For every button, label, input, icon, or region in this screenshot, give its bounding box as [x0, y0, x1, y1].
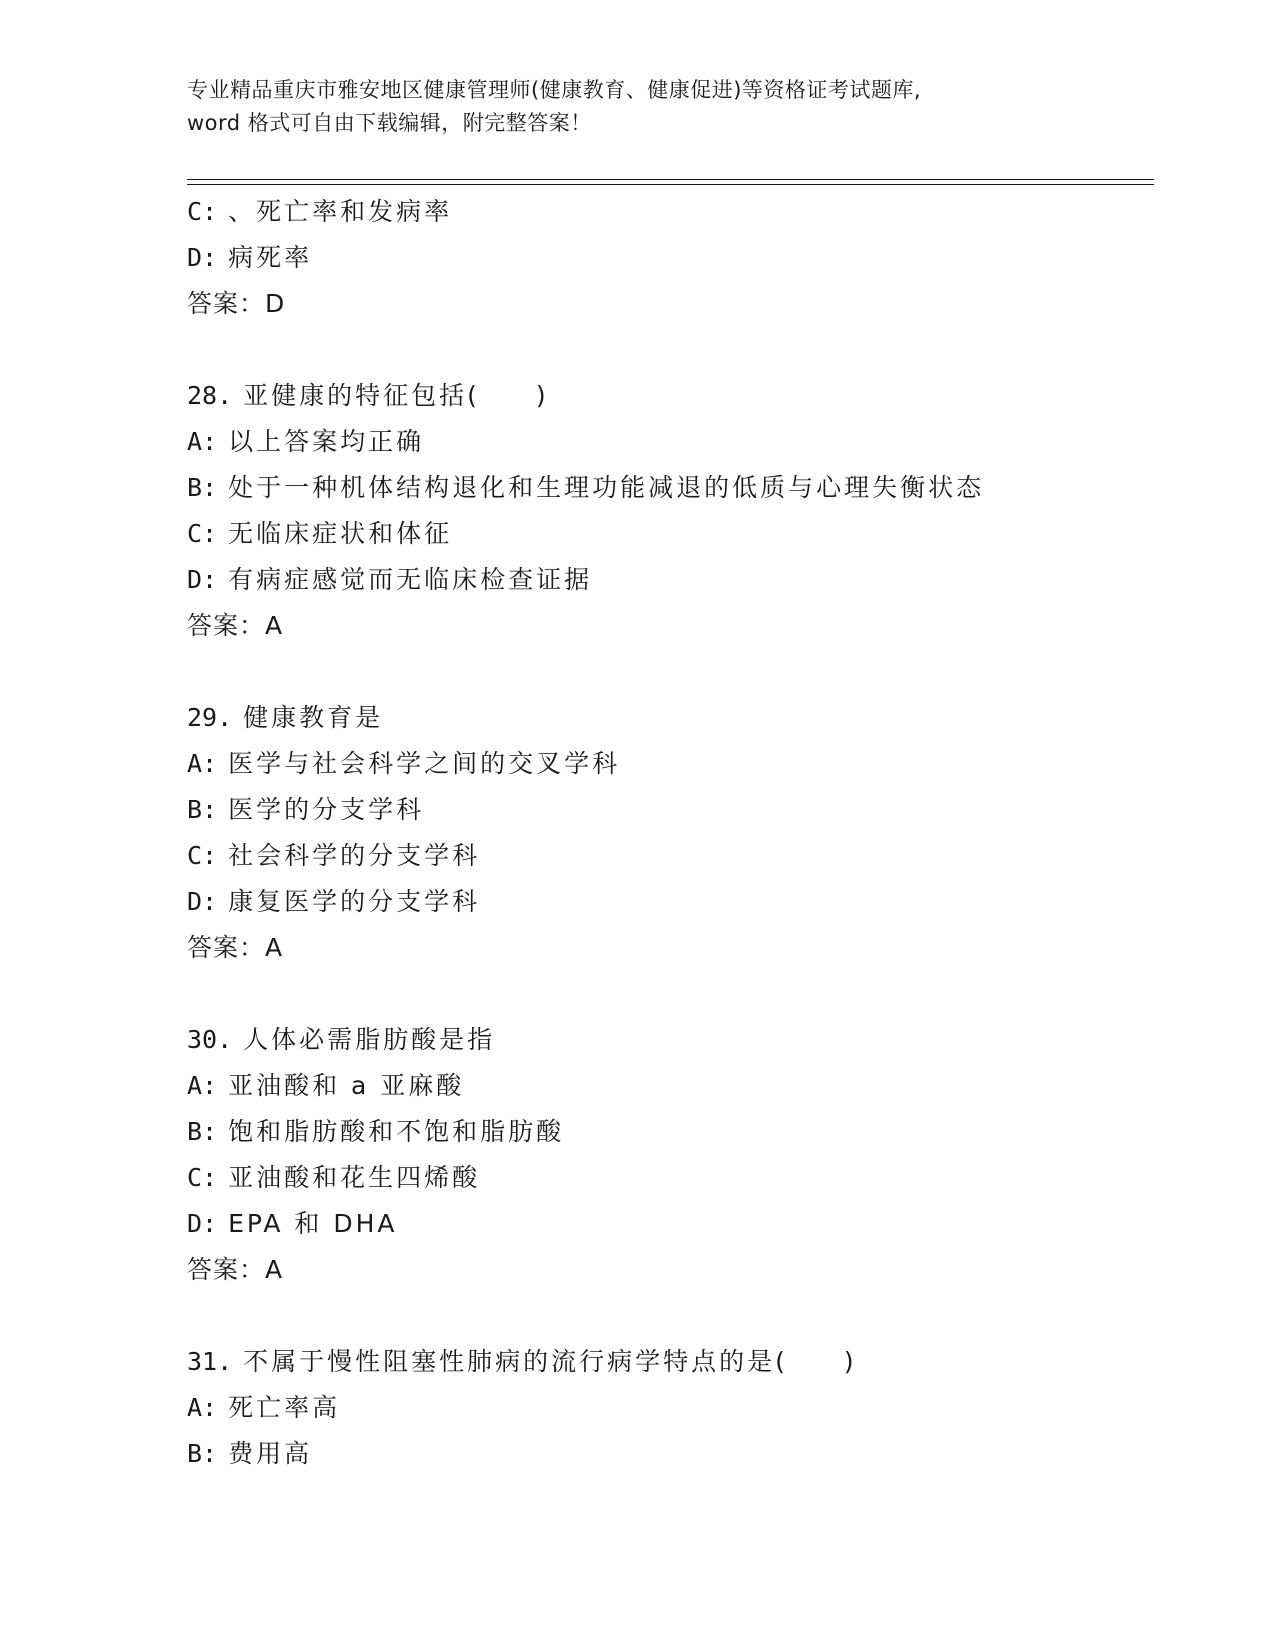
answer-line: 答案：A	[187, 933, 284, 962]
question-stem	[187, 695, 1167, 741]
option-key: C:	[187, 519, 218, 548]
spacer	[187, 327, 1167, 373]
spacer	[187, 1293, 1167, 1339]
option-key: C:	[187, 1163, 218, 1192]
question-number: 30.	[187, 1025, 233, 1054]
question-text: 不属于慢性阻塞性肺病的流行病学特点的是( )	[243, 1347, 857, 1376]
question-stem	[187, 1017, 1167, 1063]
header-rule-bottom	[187, 184, 1154, 185]
option-row	[187, 787, 1167, 833]
header-rule-top	[187, 179, 1154, 180]
option-row	[187, 419, 1167, 465]
option-row	[187, 511, 1167, 557]
option-key: A:	[187, 427, 218, 456]
question-number: 29.	[187, 703, 233, 732]
question-block-29	[187, 695, 1167, 971]
option-text: 亚油酸和 a 亚麻酸	[228, 1071, 465, 1100]
option-key: D:	[187, 887, 218, 916]
answer-line: 答案：A	[187, 1255, 284, 1284]
option-text: 、死亡率和发病率	[228, 197, 453, 226]
option-row	[187, 1109, 1167, 1155]
question-text: 人体必需脂肪酸是指	[243, 1025, 496, 1054]
option-key: B:	[187, 1439, 218, 1468]
option-key: C:	[187, 197, 218, 226]
option-key: B:	[187, 473, 218, 502]
option-row	[187, 1155, 1167, 1201]
question-block-28	[187, 373, 1167, 649]
option-text: 社会科学的分支学科	[228, 841, 481, 870]
option-key: B:	[187, 1117, 218, 1146]
option-text: 医学与社会科学之间的交叉学科	[228, 749, 621, 778]
answer-line: 答案：A	[187, 611, 284, 640]
option-row	[187, 1063, 1167, 1109]
option-text: 死亡率高	[228, 1393, 341, 1422]
question-block-30	[187, 1017, 1167, 1293]
spacer	[187, 649, 1167, 695]
option-text: 亚油酸和花生四烯酸	[228, 1163, 481, 1192]
question-number: 31.	[187, 1347, 233, 1376]
spacer	[187, 971, 1167, 1017]
option-text: 无临床症状和体征	[228, 519, 453, 548]
question-stem	[187, 373, 1167, 419]
option-row	[187, 879, 1167, 925]
option-key: B:	[187, 795, 218, 824]
question-block-27	[187, 189, 1167, 327]
option-key: A:	[187, 749, 218, 778]
option-row	[187, 833, 1167, 879]
option-row	[187, 189, 1167, 235]
question-list	[187, 189, 1167, 1477]
option-row	[187, 741, 1167, 787]
option-key: D:	[187, 243, 218, 272]
question-text: 亚健康的特征包括( )	[243, 381, 549, 410]
header-line-1: 专业精品重庆市雅安地区健康管理师(健康教育、健康促进)等资格证考试题库,	[187, 78, 922, 102]
option-key: C:	[187, 841, 218, 870]
document-header	[187, 74, 1087, 140]
option-key: D:	[187, 565, 218, 594]
option-text: 费用高	[228, 1439, 313, 1468]
option-row	[187, 1431, 1167, 1477]
question-block-31	[187, 1339, 1167, 1477]
question-stem	[187, 1339, 1167, 1385]
option-text: 处于一种机体结构退化和生理功能减退的低质与心理失衡状态	[228, 473, 985, 502]
option-key: A:	[187, 1071, 218, 1100]
option-row	[187, 557, 1167, 603]
option-text: 康复医学的分支学科	[228, 887, 481, 916]
option-text: 医学的分支学科	[228, 795, 425, 824]
question-text: 健康教育是	[243, 703, 384, 732]
option-key: A:	[187, 1393, 218, 1422]
option-text: 饱和脂肪酸和不饱和脂肪酸	[228, 1117, 565, 1146]
question-number: 28.	[187, 381, 233, 410]
option-row	[187, 1201, 1167, 1247]
option-row	[187, 235, 1167, 281]
option-text: 以上答案均正确	[228, 427, 425, 456]
header-line-2: word 格式可自由下载编辑，附完整答案！	[187, 111, 592, 135]
option-text: 有病症感觉而无临床检查证据	[228, 565, 593, 594]
option-key: D:	[187, 1209, 218, 1238]
option-text: EPA 和 DHA	[228, 1209, 398, 1238]
option-text: 病死率	[228, 243, 313, 272]
option-row	[187, 465, 1167, 511]
option-row	[187, 1385, 1167, 1431]
answer-line: 答案：D	[187, 289, 286, 318]
